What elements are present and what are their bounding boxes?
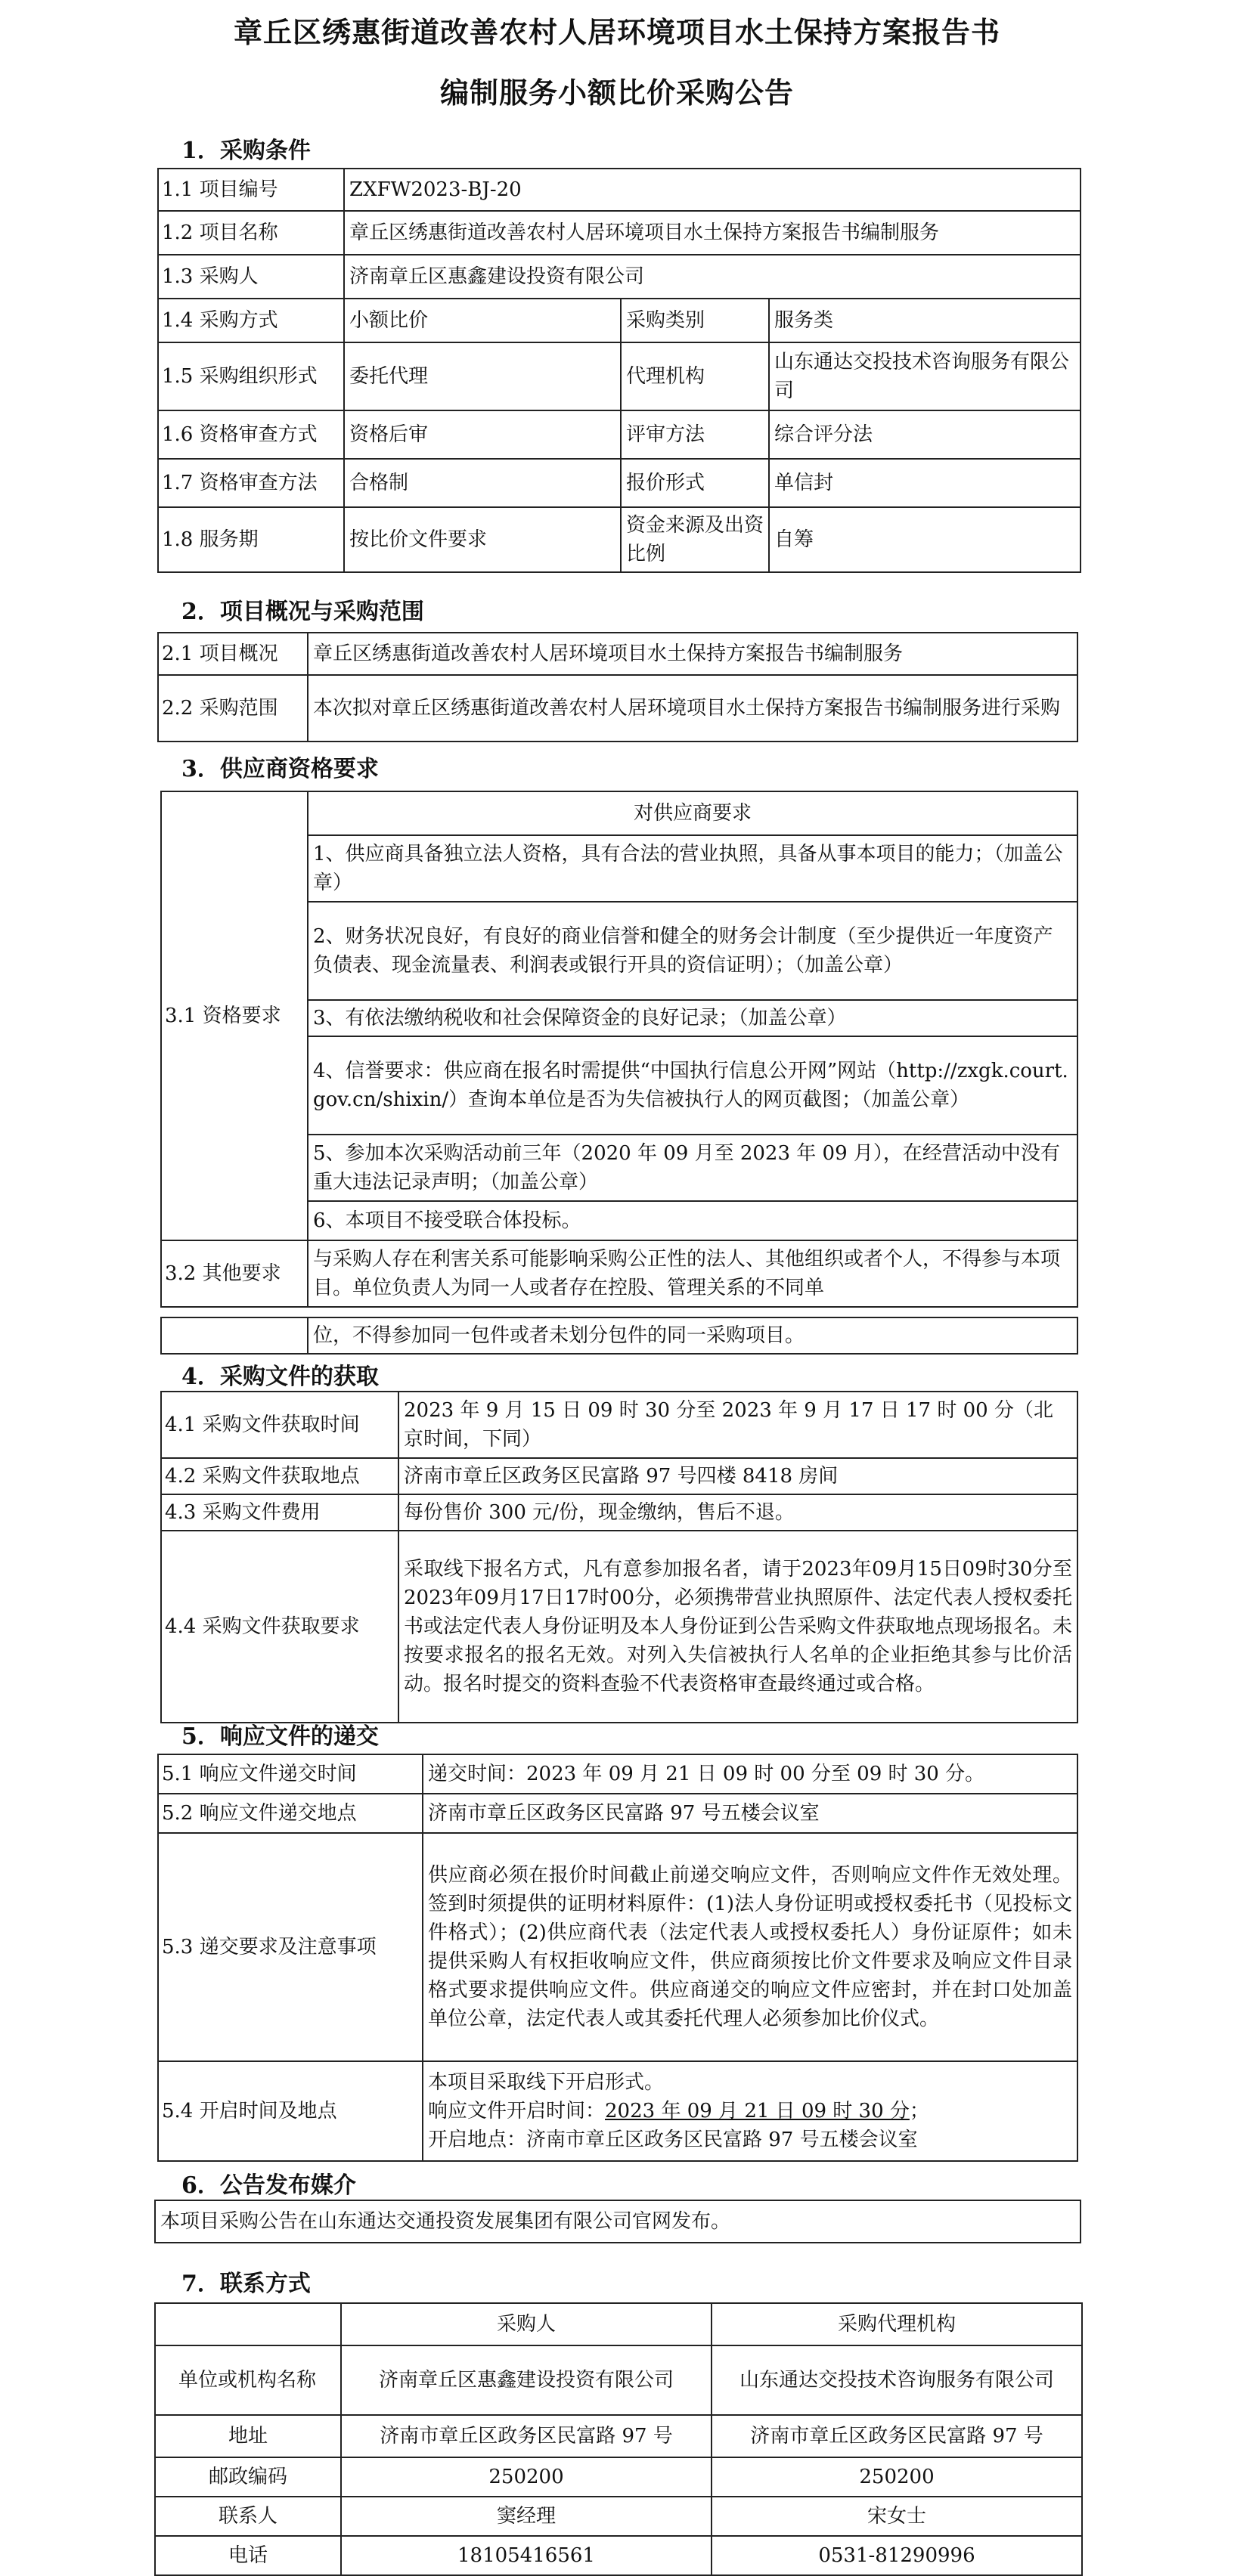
acquisition-location: 济南市章丘区政务区民富路 97 号四楼 8418 房间 — [398, 1458, 1077, 1494]
row-label: 1.5 采购组织形式 — [158, 342, 344, 410]
header-agency: 采购代理机构 — [712, 2303, 1082, 2345]
row-label: 5.3 递交要求及注意事项 — [158, 1833, 423, 2061]
table-row — [155, 2303, 1082, 2345]
section-2-heading: 2．项目概况与采购范围 — [181, 599, 424, 625]
table-row — [158, 211, 1081, 255]
document-fee: 每份售价 300 元/份，现金缴纳，售后不退。 — [398, 1494, 1077, 1531]
row-label: 邮政编码 — [155, 2457, 341, 2497]
row-value: 综合评分法 — [769, 410, 1081, 459]
row-value: 按比价文件要求 — [344, 507, 621, 572]
table-row — [161, 1494, 1077, 1531]
row-label: 1.6 资格审查方式 — [158, 410, 344, 459]
table-row — [155, 2200, 1081, 2243]
row-value: 资格后审 — [344, 410, 621, 459]
table-row — [155, 2415, 1082, 2457]
table-row — [158, 675, 1077, 742]
table-row — [158, 459, 1081, 507]
row-label: 采购类别 — [621, 299, 769, 342]
table-row — [158, 299, 1081, 342]
section-7-heading: 7．联系方式 — [181, 2271, 311, 2297]
row-label: 报价形式 — [621, 459, 769, 507]
table-row — [161, 1317, 1077, 1354]
section-3-heading: 3．供应商资格要求 — [181, 756, 379, 782]
row-label: 4.4 采购文件获取要求 — [161, 1531, 398, 1723]
table-row — [158, 342, 1081, 410]
agency-contact: 宋女士 — [712, 2497, 1082, 2536]
row-label: 地址 — [155, 2415, 341, 2457]
section-5-heading: 5．响应文件的递交 — [181, 1723, 379, 1750]
requirement-item: 5、参加本次采购活动前三年（2020 年 09 月至 2023 年 09 月），在经营活动中没有重大违法记录声明；（加盖公章） — [308, 1135, 1077, 1201]
other-requirements-continued — [160, 1317, 1078, 1355]
project-overview: 章丘区绣惠街道改善农村人居环境项目水土保持方案报告书编制服务 — [308, 633, 1077, 675]
purchaser-address: 济南市章丘区政务区民富路 97 号 — [341, 2415, 712, 2457]
row-label: 2.1 项目概况 — [158, 633, 308, 675]
table-row — [158, 507, 1081, 572]
table-row — [155, 2497, 1082, 2536]
table-row — [161, 1531, 1077, 1723]
table-row — [158, 410, 1081, 459]
opening-time-location — [423, 2061, 1077, 2161]
table-row — [155, 2457, 1082, 2497]
row-label: 3.2 其他要求 — [161, 1240, 308, 1307]
row-label: 4.2 采购文件获取地点 — [161, 1458, 398, 1494]
table-row — [161, 1240, 1077, 1307]
title-line-2: 编制服务小额比价采购公告 — [439, 76, 794, 110]
agency-postcode: 250200 — [712, 2457, 1082, 2497]
section-4-heading: 4．采购文件的获取 — [181, 1364, 379, 1390]
agency-name: 山东通达交投技术咨询服务有限公司 — [769, 342, 1081, 410]
row-label: 代理机构 — [621, 342, 769, 410]
row-label: 5.2 响应文件递交地点 — [158, 1794, 423, 1833]
response-submission-table — [157, 1754, 1078, 2162]
document-acquisition-table — [160, 1391, 1078, 1723]
opening-line-3: 开启地点：济南市章丘区政务区民富路 97 号五楼会议室 — [428, 2129, 918, 2151]
row-label: 电话 — [155, 2536, 341, 2575]
purchase-conditions-table — [157, 168, 1081, 573]
agency-name: 山东通达交投技术咨询服务有限公司 — [712, 2345, 1082, 2415]
agency-address: 济南市章丘区政务区民富路 97 号 — [712, 2415, 1082, 2457]
table-row — [161, 791, 1077, 835]
purchaser-name: 济南章丘区惠鑫建设投资有限公司 — [341, 2345, 712, 2415]
row-label: 1.1 项目编号 — [158, 169, 344, 211]
publication-media-table — [154, 2200, 1081, 2243]
row-value: 小额比价 — [344, 299, 621, 342]
section-1-heading: 1．采购条件 — [181, 138, 311, 164]
opening-time-suffix: ； — [909, 2100, 929, 2122]
table-row — [158, 1794, 1077, 1833]
table-row — [161, 1458, 1077, 1494]
publication-media: 本项目采购公告在山东通达交通投资发展集团有限公司官网发布。 — [155, 2200, 1081, 2243]
title-line-1: 章丘区绣惠街道改善农村人居环境项目水土保持方案报告书 — [233, 15, 1000, 49]
row-label: 1.8 服务期 — [158, 507, 344, 572]
table-row — [158, 169, 1081, 211]
table-row — [155, 2536, 1082, 2575]
row-label: 资金来源及出资比例 — [621, 507, 769, 572]
table-row — [158, 633, 1077, 675]
table-row — [158, 1754, 1077, 1794]
procurement-scope: 本次拟对章丘区绣惠街道改善农村人居环境项目水土保持方案报告书编制服务进行采购 — [308, 675, 1077, 742]
purchaser-postcode: 250200 — [341, 2457, 712, 2497]
row-value: 服务类 — [769, 299, 1081, 342]
row-label: 5.4 开启时间及地点 — [158, 2061, 423, 2161]
empty-cell — [161, 1317, 308, 1354]
row-label: 5.1 响应文件递交时间 — [158, 1754, 423, 1794]
table-row — [158, 255, 1081, 299]
requirement-item: 2、财务状况良好，有良好的商业信誉和健全的财务会计制度（至少提供近一年度资产负债表、现金流量表、利润表或银行开具的资信证明）；（加盖公章） — [308, 902, 1077, 1000]
other-requirements-cont: 位，不得参加同一包件或者未划分包件的同一采购项目。 — [308, 1317, 1077, 1354]
submission-location: 济南市章丘区政务区民富路 97 号五楼会议室 — [423, 1794, 1077, 1833]
project-name: 章丘区绣惠街道改善农村人居环境项目水土保持方案报告书编制服务 — [344, 211, 1081, 255]
requirement-item: 1、供应商具备独立法人资格，具有合法的营业执照，具备从事本项目的能力；（加盖公章） — [308, 835, 1077, 902]
supplier-qualification-table — [160, 791, 1078, 1308]
row-label: 3.1 资格要求 — [161, 791, 308, 1240]
acquisition-time: 2023 年 9 月 15 日 09 时 30 分至 2023 年 9 月 17 日 17 时 00 分（北京时间，下同） — [398, 1392, 1077, 1458]
row-label: 联系人 — [155, 2497, 341, 2536]
requirements-header: 对供应商要求 — [308, 791, 1077, 835]
header-purchaser: 采购人 — [341, 2303, 712, 2345]
row-label: 2.2 采购范围 — [158, 675, 308, 742]
row-label: 4.1 采购文件获取时间 — [161, 1392, 398, 1458]
table-row — [158, 2061, 1077, 2161]
purchaser-contact: 窦经理 — [341, 2497, 712, 2536]
section-6-heading: 6．公告发布媒介 — [181, 2172, 356, 2199]
row-label: 1.2 项目名称 — [158, 211, 344, 255]
row-label: 4.3 采购文件费用 — [161, 1494, 398, 1531]
row-label: 1.3 采购人 — [158, 255, 344, 299]
purchaser-phone: 18105416561 — [341, 2536, 712, 2575]
empty-cell — [155, 2303, 341, 2345]
project-overview-table — [157, 632, 1078, 742]
row-label: 单位或机构名称 — [155, 2345, 341, 2415]
row-label: 1.7 资格审查方法 — [158, 459, 344, 507]
opening-time-prefix: 响应文件开启时间： — [428, 2100, 606, 2122]
row-value: 自筹 — [769, 507, 1081, 572]
row-value: 单信封 — [769, 459, 1081, 507]
project-number: ZXFW2023-BJ-20 — [344, 169, 1081, 211]
acquisition-requirements: 采取线下报名方式，凡有意参加报名者，请于2023年09月15日09时30分至2023年09月17日17时00分，必须携带营业执照原件、法定代表人授权委托书或法定代表人身份证明及本人身份证到公告采购文件获取地点现场报名。未按要求报名的报名无效。对列入失信被执行人名单的企业拒绝其参与比价活动。报名时提交的资料查验不代表资格审查最终通过或合格。 — [398, 1531, 1077, 1723]
requirement-item: 3、有依法缴纳税收和社会保障资金的良好记录；（加盖公章） — [308, 1000, 1077, 1036]
row-value: 委托代理 — [344, 342, 621, 410]
table-row — [155, 2345, 1082, 2415]
submission-time: 递交时间：2023 年 09 月 21 日 09 时 00 分至 09 时 30 分。 — [423, 1754, 1077, 1794]
opening-line-1: 本项目采取线下开启形式。 — [428, 2071, 665, 2094]
purchaser-name: 济南章丘区惠鑫建设投资有限公司 — [344, 255, 1081, 299]
contact-table — [154, 2302, 1083, 2576]
row-label: 1.4 采购方式 — [158, 299, 344, 342]
table-row — [158, 1833, 1077, 2061]
table-row — [161, 1392, 1077, 1458]
other-requirements: 与采购人存在利害关系可能影响采购公正性的法人、其他组织或者个人，不得参与本项目。单位负责人为同一人或者存在控股、管理关系的不同单 — [308, 1240, 1077, 1307]
opening-line-2 — [428, 2097, 1072, 2126]
requirement-item: 4、信誉要求：供应商在报名时需提供“中国执行信息公开网”网站（http://zxgk.court.gov.cn/shixin/）查询本单位是否为失信被执行人的网页截图；（加盖公章） — [308, 1036, 1077, 1135]
row-value: 合格制 — [344, 459, 621, 507]
requirement-item: 6、本项目不接受联合体投标。 — [308, 1201, 1077, 1240]
agency-phone: 0531-81290996 — [712, 2536, 1082, 2575]
submission-requirements: 供应商必须在报价时间截止前递交响应文件，否则响应文件作无效处理。签到时须提供的证明材料原件：(1)法人身份证明或授权委托书（见投标文件格式）；(2)供应商代表（法定代表人或授权委托人）身份证原件；如未提供采购人有权拒收响应文件，供应商须按比价文件要求及响应文件目录格式要求提供响应文件。供应商递交的响应文件应密封，并在封口处加盖单位公章，法定代表人或其委托代理人必须参加比价仪式。 — [423, 1833, 1077, 2061]
opening-time: 2023 年 09 月 21 日 09 时 30 分 — [605, 2100, 910, 2122]
row-label: 评审方法 — [621, 410, 769, 459]
